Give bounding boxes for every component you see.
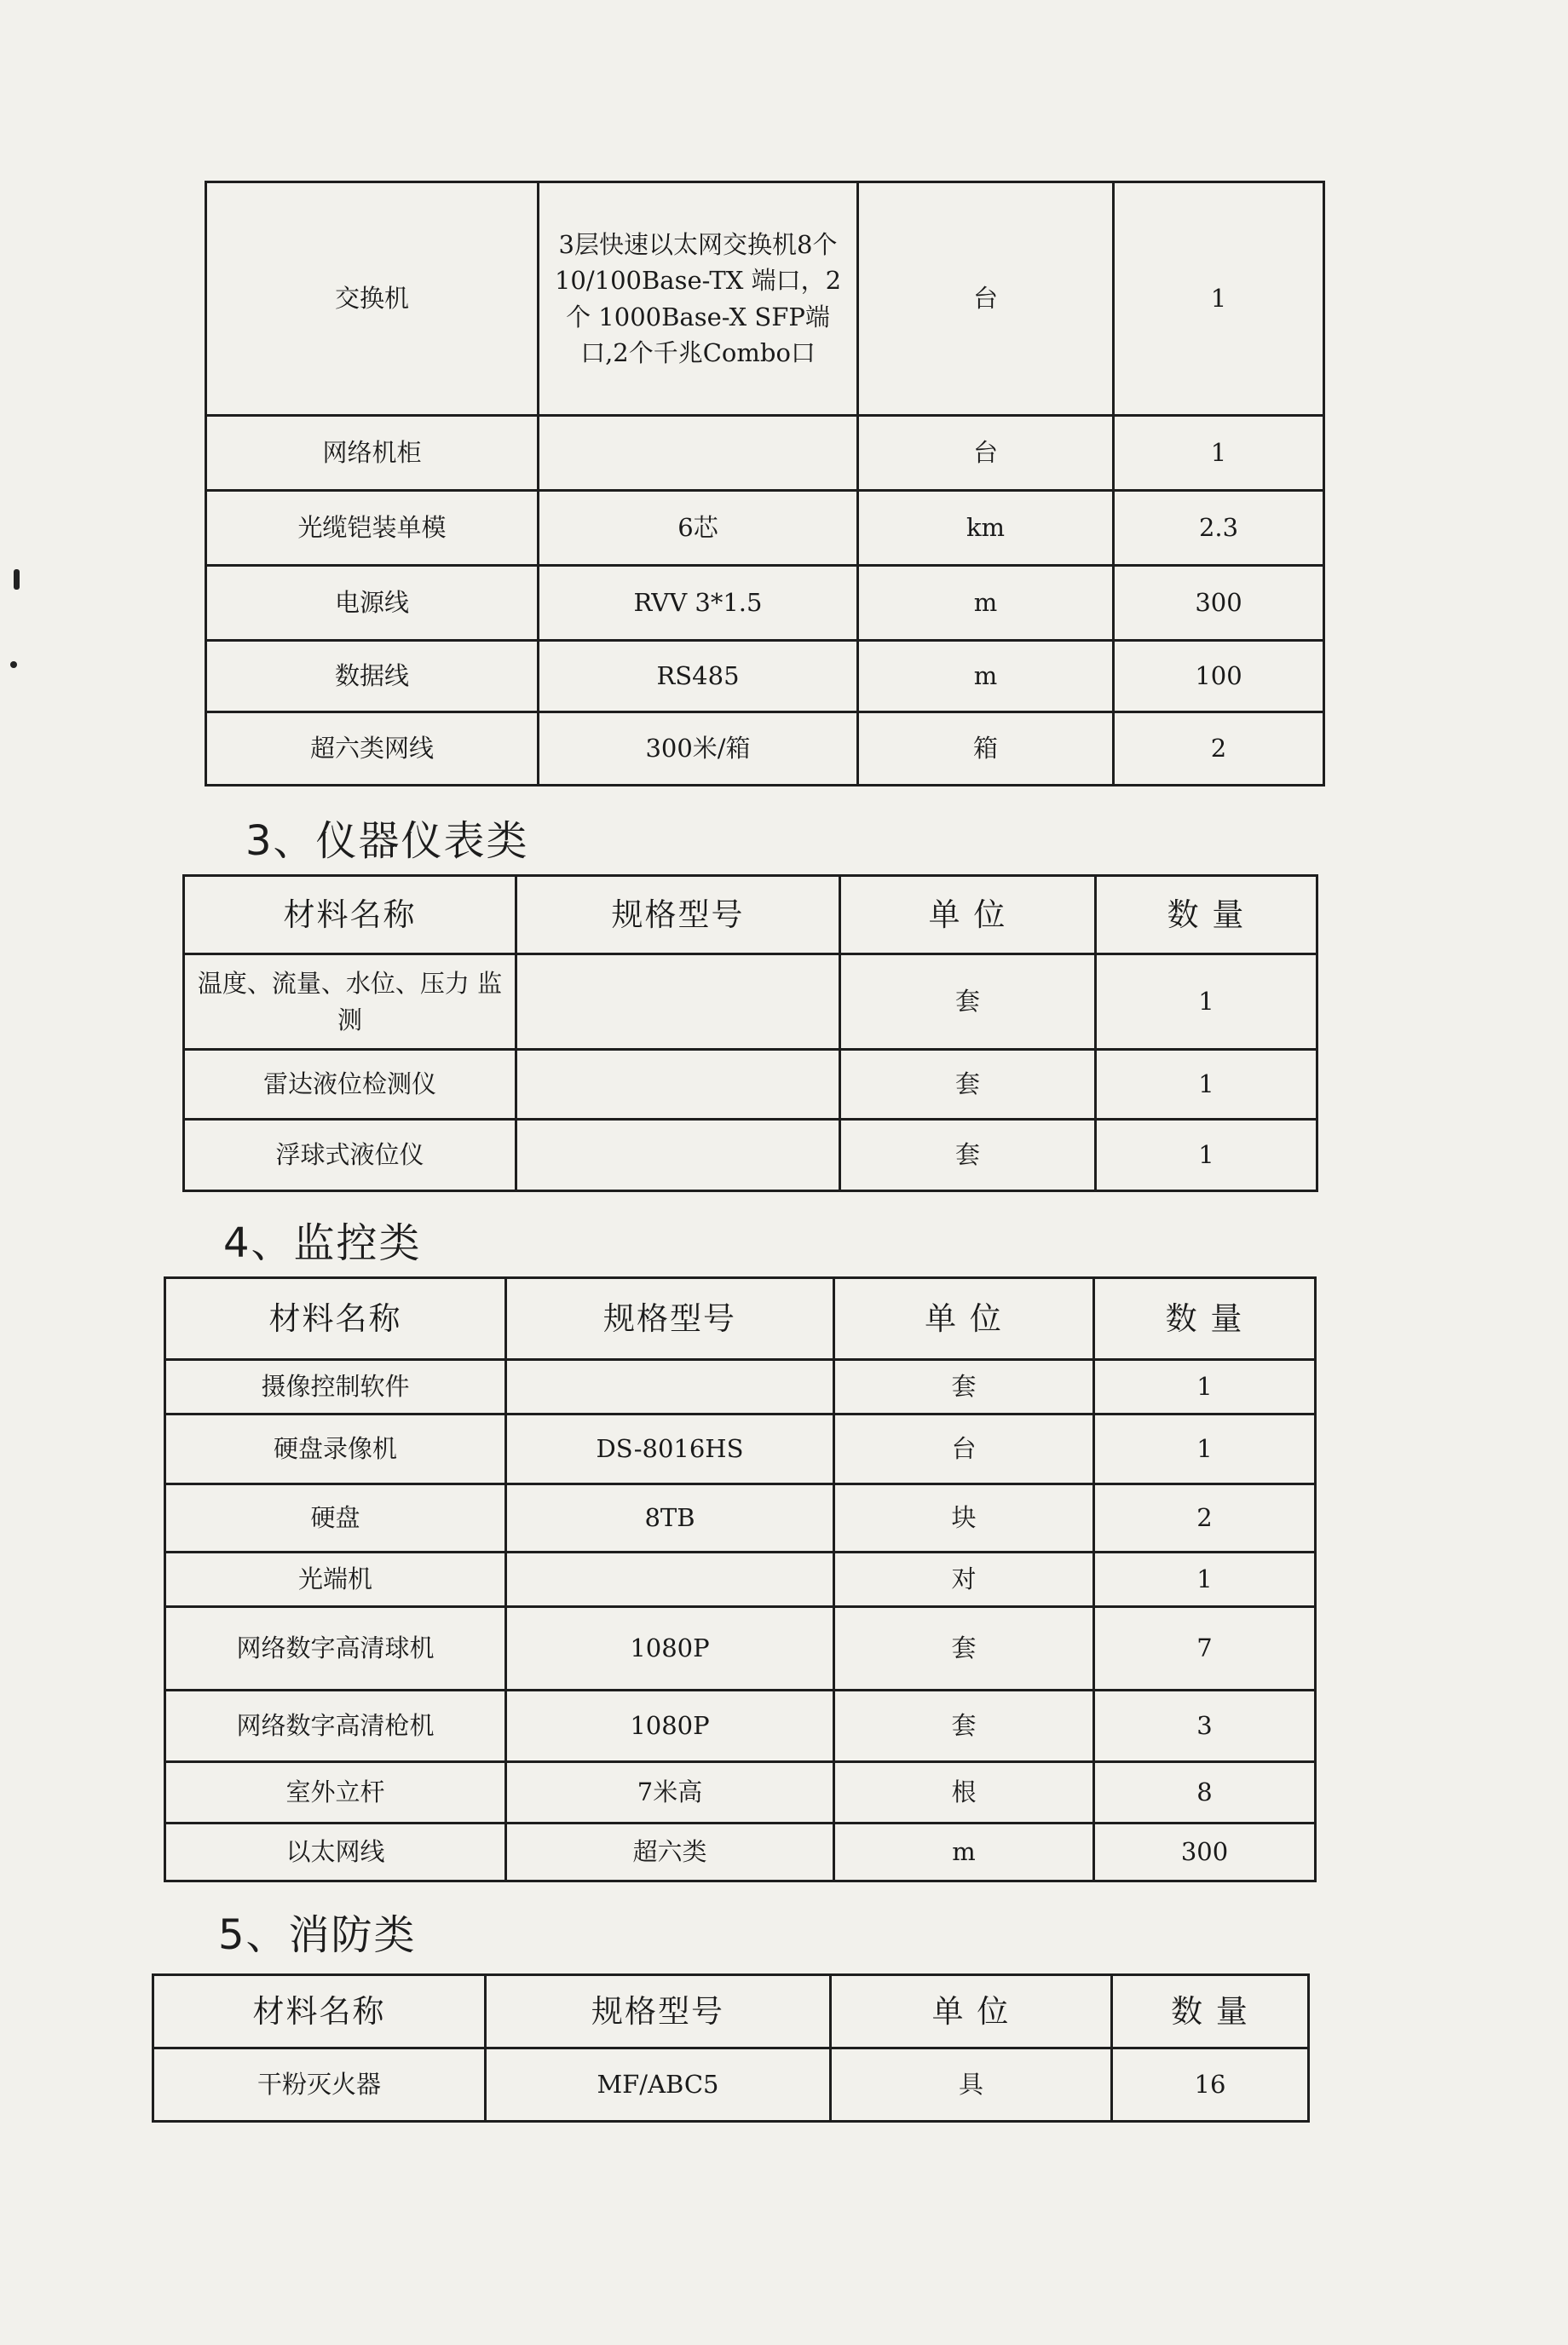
network-equipment-table: [205, 181, 1325, 786]
cell-spec: 超六类: [506, 1824, 834, 1881]
cell-name: 超六类网线: [206, 712, 539, 786]
cell-name: 以太网线: [165, 1824, 506, 1881]
cell-unit: 套: [834, 1607, 1094, 1691]
cell-spec: [539, 416, 858, 491]
header-unit: 单 位: [840, 876, 1096, 954]
section-heading-instruments: 3、仪器仪表类: [245, 817, 529, 865]
cell-name: 浮球式液位仪: [184, 1120, 516, 1191]
cell-unit: 具: [831, 2048, 1112, 2122]
table-row: [206, 182, 1324, 416]
cell-unit: 根: [834, 1762, 1094, 1824]
cell-unit: 套: [840, 1050, 1096, 1120]
table-row: [165, 1484, 1316, 1553]
header-unit: 单 位: [831, 1975, 1112, 2048]
cell-spec: 7米高: [506, 1762, 834, 1824]
cell-name: 干粉灭火器: [153, 2048, 486, 2122]
cell-qty: 300: [1094, 1824, 1316, 1881]
cell-spec: DS-8016HS: [506, 1414, 834, 1484]
table-row: [153, 2048, 1309, 2122]
header-qty: 数 量: [1094, 1278, 1316, 1360]
cell-spec: 1080P: [506, 1691, 834, 1762]
instruments-table: [182, 874, 1318, 1192]
cell-qty: 1: [1094, 1553, 1316, 1607]
cell-spec: 300米/箱: [539, 712, 858, 786]
cell-name: 光缆铠装单模: [206, 491, 539, 566]
cell-qty: 1: [1096, 1050, 1317, 1120]
cell-name: 温度、流量、水位、压力 监测: [184, 954, 516, 1050]
cell-name: 硬盘录像机: [165, 1414, 506, 1484]
cell-name: 室外立杆: [165, 1762, 506, 1824]
fire-equipment-table: [152, 1973, 1310, 2123]
cell-qty: 2.3: [1114, 491, 1324, 566]
table-header-row: [184, 876, 1317, 954]
cell-unit: 套: [840, 954, 1096, 1050]
cell-unit: 台: [858, 416, 1114, 491]
section-heading-fire: 5、消防类: [218, 1911, 417, 1959]
header-name: 材料名称: [153, 1975, 486, 2048]
cell-unit: 对: [834, 1553, 1094, 1607]
cell-unit: m: [834, 1824, 1094, 1881]
cell-spec: [506, 1553, 834, 1607]
cell-qty: 7: [1094, 1607, 1316, 1691]
table-row: [206, 712, 1324, 786]
table-row: [184, 1050, 1317, 1120]
cell-unit: 套: [834, 1691, 1094, 1762]
cell-qty: 1: [1114, 416, 1324, 491]
cell-name: 数据线: [206, 641, 539, 712]
cell-name: 雷达液位检测仪: [184, 1050, 516, 1120]
header-name: 材料名称: [184, 876, 516, 954]
table-row: [184, 954, 1317, 1050]
cell-unit: 块: [834, 1484, 1094, 1553]
table-row: [206, 491, 1324, 566]
cell-qty: 1: [1094, 1360, 1316, 1414]
header-spec: 规格型号: [486, 1975, 831, 2048]
table-row: [165, 1691, 1316, 1762]
cell-name: 网络机柜: [206, 416, 539, 491]
cell-name: 摄像控制软件: [165, 1360, 506, 1414]
table-row: [165, 1824, 1316, 1881]
monitoring-table: [164, 1276, 1317, 1882]
cell-name: 电源线: [206, 566, 539, 641]
table-row: [206, 416, 1324, 491]
cell-spec: [506, 1360, 834, 1414]
cell-unit: m: [858, 641, 1114, 712]
cell-spec: RVV 3*1.5: [539, 566, 858, 641]
table-row: [165, 1414, 1316, 1484]
cell-qty: 1: [1096, 1120, 1317, 1191]
cell-qty: 2: [1094, 1484, 1316, 1553]
cell-spec: [516, 1120, 840, 1191]
table-row: [165, 1762, 1316, 1824]
cell-qty: 8: [1094, 1762, 1316, 1824]
cell-qty: 1: [1096, 954, 1317, 1050]
header-unit: 单 位: [834, 1278, 1094, 1360]
cell-unit: m: [858, 566, 1114, 641]
header-qty: 数 量: [1112, 1975, 1309, 2048]
cell-spec: [516, 954, 840, 1050]
cell-spec: [516, 1050, 840, 1120]
table-row: [206, 566, 1324, 641]
header-name: 材料名称: [165, 1278, 506, 1360]
cell-unit: 套: [840, 1120, 1096, 1191]
header-qty: 数 量: [1096, 876, 1317, 954]
header-spec: 规格型号: [506, 1278, 834, 1360]
cell-unit: 台: [834, 1414, 1094, 1484]
section-heading-monitoring: 4、监控类: [223, 1219, 422, 1267]
table-header-row: [165, 1278, 1316, 1360]
ink-mark: [10, 661, 17, 668]
cell-unit: km: [858, 491, 1114, 566]
cell-name: 光端机: [165, 1553, 506, 1607]
cell-qty: 3: [1094, 1691, 1316, 1762]
table-row: [165, 1553, 1316, 1607]
cell-qty: 100: [1114, 641, 1324, 712]
table-header-row: [153, 1975, 1309, 2048]
table-row: [165, 1360, 1316, 1414]
table-row: [184, 1120, 1317, 1191]
table-row: [206, 641, 1324, 712]
cell-name: 网络数字高清枪机: [165, 1691, 506, 1762]
table-row: [165, 1607, 1316, 1691]
cell-spec: MF/ABC5: [486, 2048, 831, 2122]
cell-qty: 1: [1114, 182, 1324, 416]
cell-qty: 16: [1112, 2048, 1309, 2122]
cell-spec: 1080P: [506, 1607, 834, 1691]
cell-spec: 6芯: [539, 491, 858, 566]
cell-qty: 1: [1094, 1414, 1316, 1484]
cell-qty: 300: [1114, 566, 1324, 641]
cell-name: 硬盘: [165, 1484, 506, 1553]
ink-mark: [14, 569, 20, 590]
cell-spec: 3层快速以太网交换机8个 10/100Base-TX 端口，2 个 1000Base-X SFP端口,2个千兆Combo口: [539, 182, 858, 416]
cell-unit: 台: [858, 182, 1114, 416]
cell-unit: 套: [834, 1360, 1094, 1414]
cell-unit: 箱: [858, 712, 1114, 786]
cell-qty: 2: [1114, 712, 1324, 786]
cell-spec: RS485: [539, 641, 858, 712]
cell-spec: 8TB: [506, 1484, 834, 1553]
cell-name: 交换机: [206, 182, 539, 416]
cell-name: 网络数字高清球机: [165, 1607, 506, 1691]
header-spec: 规格型号: [516, 876, 840, 954]
